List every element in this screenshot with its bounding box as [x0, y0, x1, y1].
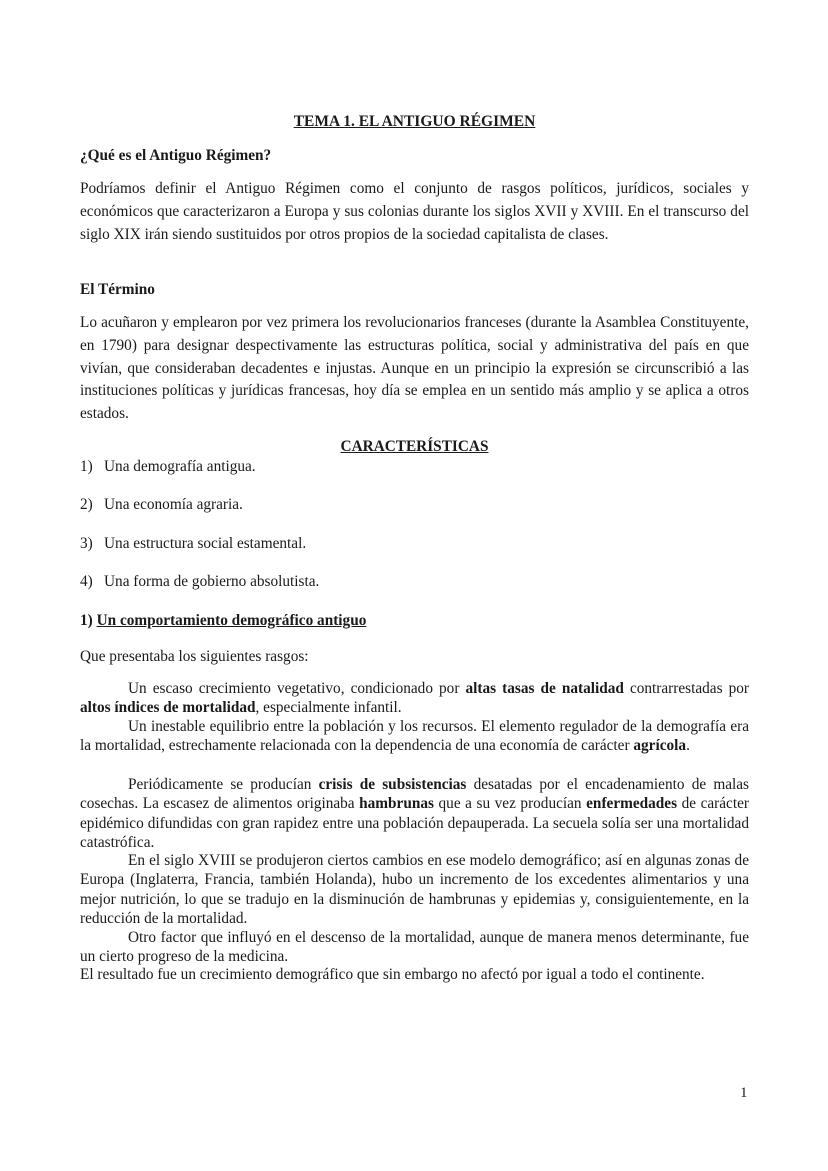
demography-heading-number: 1)	[80, 612, 93, 629]
demography-paragraph-3: Periódicamente se producían crisis de subsistencias desatadas por el encadenamiento de malas cosechas. La escasez de alimentos originaba hambrunas que a su vez producían enfermedades de carácter epidémico difundidas con gran rapidez entre una población depauperada. La secuela solía ser una mortalidad catastrófica.	[80, 776, 749, 852]
list-item-number: 1)	[80, 458, 93, 475]
demography-heading-text: Un comportamiento demográfico antiguo	[96, 612, 367, 629]
list-item-number: 2)	[80, 496, 93, 513]
characteristics-heading: CARACTERÍSTICAS	[340, 438, 489, 455]
list-item	[80, 573, 319, 591]
emphasis-text: enfermedades	[586, 795, 678, 813]
list-item-text: Una forma de gobierno absolutista.	[104, 573, 320, 590]
emphasis-text: crisis de subsistencias	[318, 776, 467, 793]
demography-intro: Que presentaba los siguientes rasgos:	[80, 648, 309, 665]
list-item-number: 4)	[80, 573, 93, 590]
emphasis-text: altas tasas de natalidad	[465, 680, 624, 697]
list-item	[80, 458, 256, 476]
list-item-text: Una demografía antigua.	[104, 458, 256, 475]
emphasis-text: agrícola	[633, 737, 687, 755]
section-paragraph-termino: Lo acuñaron y emplearon por vez primera los revolucionarios franceses (durante la Asamblea Constituyente, en 1790) para designar despectivamente las estructuras política, social y administrativa del país en que vivían, que consideraban decadentes e injustas. Aunque en un principio la expresión se circunscribió a las instituciones políticas y jurídicas francesas, hoy día se emplea en un sentido más amplio y se aplica a otros estados.	[80, 314, 749, 423]
list-item	[80, 496, 243, 514]
emphasis-text: hambrunas	[359, 795, 434, 813]
document-title: TEMA 1. EL ANTIGUO RÉGIMEN	[293, 113, 536, 130]
demography-heading	[80, 612, 366, 630]
section-heading-que-es: ¿Qué es el Antiguo Régimen?	[80, 147, 272, 164]
demography-paragraph-2: Un inestable equilibrio entre la población y los recursos. El elemento regulador de la demografía era la mortalidad, estrechamente relacionada con la dependencia de una economía de carácter agrícola.	[80, 718, 749, 755]
list-item-text: Una estructura social estamental.	[104, 535, 307, 552]
emphasis-text: altos índices de mortalidad	[80, 699, 256, 717]
demography-paragraph-1: Un escaso crecimiento vegetativo, condicionado por altas tasas de natalidad contrarrestadas por altos índices de mortalidad, especialmente infantil.	[80, 680, 749, 717]
list-item-text: Una economía agraria.	[104, 496, 243, 513]
section-paragraph-que-es: Podríamos definir el Antiguo Régimen como el conjunto de rasgos políticos, jurídicos, sociales y económicos que caracterizaron a Europa y sus colonias durante los siglos XVII y XVIII. En el transcurso del siglo XIX irán siendo sustituidos por otros propios de la sociedad capitalista de clases.	[80, 180, 749, 243]
list-item-number: 3)	[80, 535, 93, 552]
demography-paragraph-5: Otro factor que influyó en el descenso de la mortalidad, aunque de manera menos determinante, fue un cierto progreso de la medicina.	[80, 929, 749, 966]
list-item	[80, 535, 306, 553]
page-number: 1	[740, 1085, 748, 1101]
section-heading-termino: El Término	[80, 281, 155, 298]
demography-paragraph-4: En el siglo XVIII se produjeron ciertos cambios en ese modelo demográfico; así en algunas zonas de Europa (Inglaterra, Francia, también Holanda), hubo un incremento de los excedentes alimentarios y una mejor nutrición, lo que se tradujo en la disminución de hambrunas y epidemias y, consiguientemente, en la reducción de la mortalidad.	[80, 852, 749, 928]
demography-paragraph-6: El resultado fue un crecimiento demográfico que sin embargo no afectó por igual a todo el continente.	[80, 966, 705, 983]
